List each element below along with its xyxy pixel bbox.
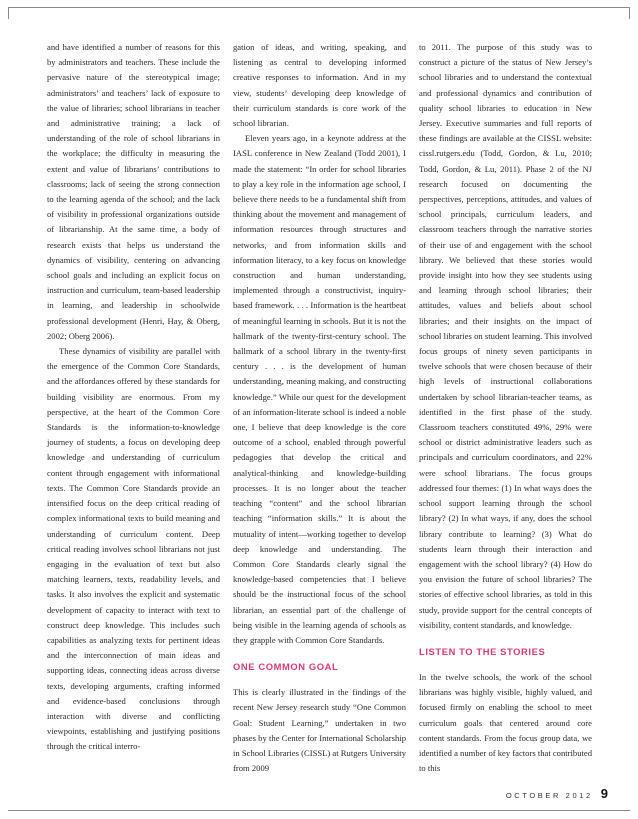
column-3 xyxy=(419,40,592,776)
issue-date: OCTOBER 2012 xyxy=(505,791,593,800)
paragraph: In the twelve schools, the work of the school librarians was highly visible, highly valued, and focused firmly on enabling the school to meet curriculum goals that centered around core content standards. From the focus group data, we identified a number of key factors that contributed to this xyxy=(419,671,593,774)
paragraph: and have identified a number of reasons for this by administrators and teachers. These include the pervasive nature of the stereotypical image; administrators’ and teachers’ lack of exposure to the value of libraries; school librarians in teacher and administrative training; a lack of understanding of the role of school librarians in the workplace; the difficulty in measuring the extent and value of librarians’ contributions to classrooms; lack of seeing the strong connection to the learning agenda of the school; and the lack of visibility in professional organizations outside of librarianship. At the same time, a body of research exists that helps us understand the dynamics of visibility, centering on advancing school goals and including an explicit focus on instruction and curriculum, team-based leadership in learning, and leadership in schoolwide professional development (Henri, Hay, & Oberg, 2002; Oberg 2006). xyxy=(47,42,220,341)
top-left-tick xyxy=(8,7,9,19)
bottom-rule xyxy=(8,810,630,811)
column-2 xyxy=(233,40,406,776)
paragraph: These dynamics of visibility are parallel with the emergence of the Common Core Standards, and the affordances offered by these standards for building visibility are enormous. From my perspective, at the heart of the Common Core Standards is the information-to-knowledge journey of students, a focus on developing deep knowledge and understanding of curriculum content through engagement with informational texts. The Common Core Standards provide an intensified focus on the deep critical reading of complex informational texts to build meaning and understanding of curriculum content. Deep critical reading involves school librarians not just engaging in the evaluation of text but also matching learners, texts, readability levels, and tasks. It also involves the explicit and systematic development of capacity to interact with text to construct deep knowledge. This includes such capabilities as analyzing texts for pertinent ideas and the interconnection of main ideas and supporting ideas, connecting ideas across diverse texts, developing arguments, crafting informed and evidence-based conclusions through interaction with diverse and conflicting viewpoints, establishing and justifying positions through the critical interro- xyxy=(47,346,220,752)
page-footer xyxy=(506,786,608,801)
top-rule xyxy=(8,7,630,8)
section-heading-one-common-goal: ONE COMMON GOAL xyxy=(233,661,339,673)
top-right-tick xyxy=(629,7,630,19)
article-body xyxy=(47,40,592,776)
paragraph: gation of ideas, and writing, speaking, and listening as central to developing informed creative responses to information. And in my view, students’ developing deep knowledge of their curriculum standards is core work of the school librarian. xyxy=(233,42,406,129)
paragraph: to 2011. The purpose of this study was to construct a picture of the status of New Jersey’s school libraries and to understand the contextual and professional dynamics and contribution of quality school libraries to education in New Jersey. Executive summaries and full reports of these findings are available at the CISSL website: cissl.rutgers.edu (Todd, Gordon, & Lu, 2010; Todd, Gordon, & Lu, 2011). Phase 2 of the NJ research focused on documenting the perspectives, perceptions, attitudes, and values of school principals, curriculum leaders, and classroom teachers through the narrative stories of their use of and engagement with the school library. We believed that these stories would provide insight into how they see students using and learning through school libraries; their attitudes, values and beliefs about school libraries; and their insights on the impact of school libraries on student learning. This involved focus groups of ninety seven participants in twelve schools that were chosen because of their high levels of instructional collaborations undertaken by school librarian-teacher teams, as identified in the first phase of the study. Classroom teachers constituted 49%, 29% were school or district administrative leaders such as principals and curriculum coordinators, and 22% were school librarians. The focus groups addressed four themes: (1) In what ways does the school support learning through the school library? (2) In what ways, if any, does the school library contribute to learning? (3) What do students learn through their interaction and engagement with the school library? (4) How do you envision the future of school libraries? The stories of effective school libraries, as told in this study, provide support for the central concepts of visibility, content standards, and knowledge. xyxy=(419,42,592,630)
page-number: 9 xyxy=(600,786,608,801)
section-heading-listen-to-the-stories: LISTEN TO THE STORIES xyxy=(419,645,546,657)
paragraph: This is clearly illustrated in the findings of the recent New Jersey research study “One Common Goal: Student Learning,” undertaken in two phases by the Center for International Scholarship in School Libraries (CISSL) at Rutgers University from 2009 xyxy=(233,687,406,774)
paragraph: Eleven years ago, in a keynote address at the IASL conference in New Zealand (Todd 2001), I made the statement: “In order for school libraries to play a key role in the information age school, I believe there needs to be a fundamental shift from thinking about the movement and management of information resources through structures and networks, and from information skills and information literacy, to a key focus on knowledge construction and human understanding, implemented through a constructivist, inquiry-based framework. . . . Information is the heartbeat of meaningful learning in schools. But it is not the hallmark of the twenty-first-century school. The hallmark of a school library in the twenty-first century . . . is the development of human understanding, meaning making, and constructing knowledge.” While our quest for the development of an information-literate school is indeed a noble one, I believe that deep knowledge is the core outcome of a school, enabled through powerful pedagogies that develop the critical and analytical-thinking and knowledge-building processes. It is no longer about the teacher teaching “content” and the school librarian teaching “information skills.” It is about the mutuality of intent—working together to develop deep knowledge and understanding. The Common Core Standards clearly signal the knowledge-based competencies that I believe should be the instructional focus of the school librarian, an essential part of the challenge of being visible in the learning agenda of schools as they grapple with Common Core Standards. xyxy=(233,133,406,645)
column-1 xyxy=(47,40,220,776)
